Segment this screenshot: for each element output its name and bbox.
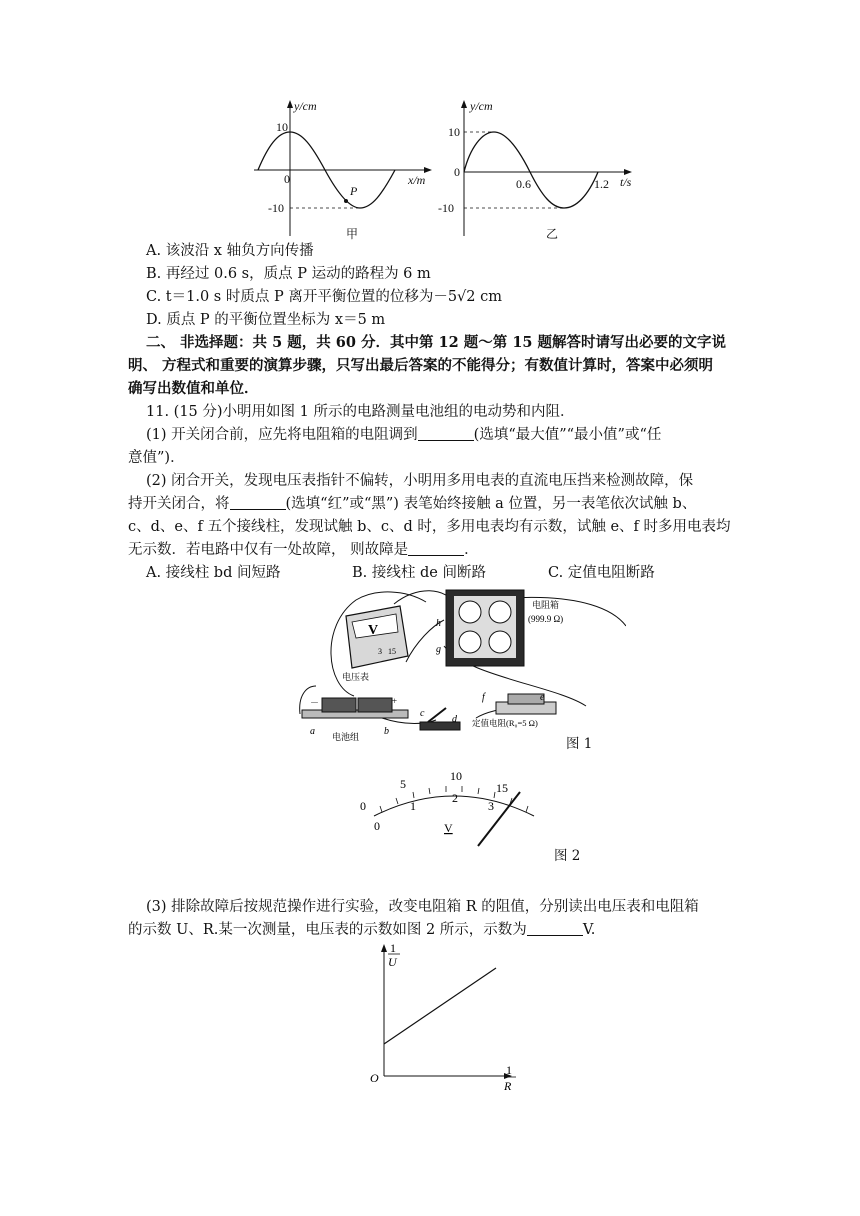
yi-y-label: y/cm <box>470 99 493 113</box>
dial-top-5: 5 <box>400 777 406 791</box>
q11-option-a: A. 接线柱 bd 间短路 <box>146 565 281 581</box>
jia-caption: 甲 <box>346 227 359 241</box>
q11-p2-line4 <box>128 539 738 561</box>
q11-option-c: C. 定值电阻断路 <box>548 565 655 581</box>
point-a: a <box>310 726 315 737</box>
dial-bottom-0: 0 <box>374 819 380 833</box>
yi-caption: 乙 <box>546 227 559 241</box>
q10-option-a: A. 该波沿 x 轴负方向传播 <box>146 243 314 259</box>
graph-yi <box>430 96 650 242</box>
answer-blank-1 <box>418 426 474 441</box>
jia-x-label: x/m <box>408 173 426 187</box>
q11-p2-text-d1: 无示数．若电路中仅有一处故障， 则故障是 <box>128 542 409 558</box>
dial-unit: V <box>444 821 453 835</box>
answer-blank-3 <box>408 541 464 556</box>
q11-p1-line2: 意值”)． <box>128 450 185 466</box>
dial-top-15: 15 <box>496 781 508 795</box>
q11-p1-text-a: (1) 开关闭合前，应先将电阻箱的电阻调到 <box>146 427 418 443</box>
jia-point-p: P <box>350 184 358 198</box>
fixed-resistor-label: 定值电阻(R₀=5 Ω) <box>472 718 538 728</box>
voltmeter-terminal-15: 15 <box>388 647 396 656</box>
yi-origin: 0 <box>454 165 460 179</box>
battery-minus: － <box>310 698 320 708</box>
point-h: h <box>436 618 441 629</box>
fig3-y-numerator: 1 <box>390 941 396 955</box>
fig3-origin: O <box>370 1071 379 1085</box>
point-f: f <box>482 692 485 703</box>
q11-p2-text-b2: (选填“红”或“黑”) 表笔始终接触 a 位置，另一表笔依次试触 b、 <box>285 496 697 512</box>
q11-option-b: B. 接线柱 de 间断路 <box>352 565 486 581</box>
point-b: b <box>384 726 389 737</box>
figure-2-caption: 图 2 <box>554 848 581 864</box>
q10-option-c: C. t＝1.0 s 时质点 P 离开平衡位置的位移为－5√2 cm <box>146 289 502 305</box>
dial-top-0: 0 <box>360 799 366 813</box>
q11-stem: 11. (15 分)小明用如图 1 所示的电路测量电池组的电动势和内阻． <box>146 404 575 420</box>
dial-bottom-3: 3 <box>488 799 494 813</box>
section2-line2: 明、 方程式和重要的演算步骤，只写出最后答案的不能得分；有数值计算时，答案中必须明 <box>128 357 714 374</box>
point-g: g <box>436 644 441 655</box>
answer-blank-2 <box>230 495 286 510</box>
graph-jia <box>250 96 440 242</box>
q11-p2-line1: (2) 闭合开关，发现电压表指针不偏转，小明用多用电表的直流电压挡来检测故障，保 <box>146 473 694 489</box>
yi-t-mid: 0.6 <box>516 177 531 191</box>
point-d: d <box>452 714 457 725</box>
dial-top-10: 10 <box>450 769 462 783</box>
section2-line3: 确写出数值和单位． <box>128 380 259 397</box>
q11-p1-line1 <box>146 424 756 446</box>
figure-1-circuit <box>296 586 626 752</box>
jia-origin: 0 <box>284 172 290 186</box>
fig3-x-numerator: 1 <box>506 1063 512 1077</box>
q10-option-d: D. 质点 P 的平衡位置坐标为 x＝5 m <box>146 312 386 328</box>
battery-plus: + <box>392 696 398 706</box>
yi-y-min: -10 <box>438 201 454 215</box>
resistance-box-label: 电阻箱 <box>532 600 560 610</box>
q11-p2-line3: c、d、e、f 五个接线柱，发现试触 b、c、d 时，多用电表均有示数，试触 e、f 时多用电表均 <box>128 519 731 535</box>
q11-p3-text-b1: 的示数 U、R.某一次测量，电压表的示数如图 2 所示，示数为 <box>128 922 527 938</box>
fig3-y-denominator: U <box>388 955 397 969</box>
point-e: e <box>540 692 545 703</box>
fig3-x-denominator: R <box>504 1079 512 1093</box>
section2-line1: 二、 非选择题：共 5 题，共 60 分．其中第 12 题～第 15 题解答时请写出必要的文字说 <box>146 334 727 351</box>
q11-p3-line2 <box>128 919 738 941</box>
figure-3-graph <box>362 940 532 1096</box>
q10-option-b: B. 再经过 0.6 s，质点 P 运动的路程为 6 m <box>146 266 431 282</box>
jia-y-max: 10 <box>276 120 288 134</box>
dial-bottom-1: 1 <box>410 799 416 813</box>
voltmeter-terminal-3: 3 <box>378 647 382 656</box>
q11-p1-text-b: (选填“最大值”“最小值”或“任 <box>473 427 662 443</box>
jia-y-label: y/cm <box>294 99 317 113</box>
dial-bottom-2: 2 <box>452 791 458 805</box>
yi-t-end: 1.2 <box>594 177 609 191</box>
voltmeter-label: 电压表 <box>342 672 370 682</box>
jia-y-min: -10 <box>268 201 284 215</box>
q11-p2-line2 <box>128 493 738 515</box>
q11-p2-text-d2: ． <box>464 542 479 558</box>
q11-p2-text-b1: 持开关闭合，将 <box>128 496 230 512</box>
resistance-box-range: (999.9 Ω) <box>528 614 564 624</box>
point-c: c <box>420 708 425 719</box>
q11-p3-text-b2: V. <box>582 922 596 938</box>
figure-2-dial <box>354 766 554 860</box>
voltmeter-letter: V <box>368 623 379 638</box>
yi-y-max: 10 <box>448 125 460 139</box>
figure-1-caption: 图 1 <box>566 736 593 752</box>
yi-x-label: t/s <box>620 175 632 189</box>
battery-label: 电池组 <box>332 732 360 742</box>
answer-blank-4 <box>527 921 583 936</box>
q11-p3-line1: (3) 排除故障后按规范操作进行实验，改变电阻箱 R 的阻值，分别读出电压表和电阻箱 <box>146 899 699 915</box>
